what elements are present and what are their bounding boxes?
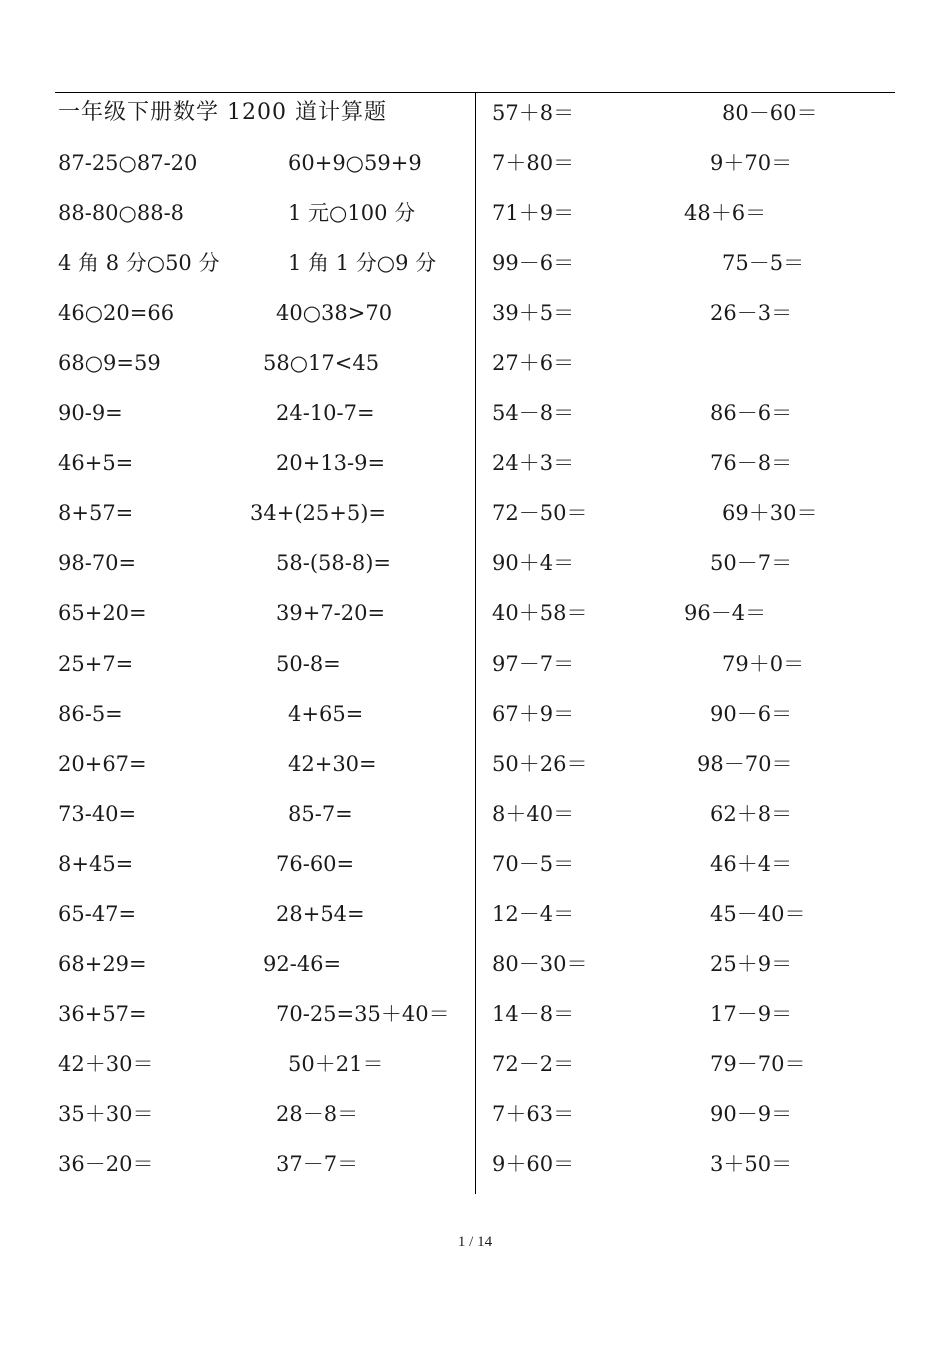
problem-row — [492, 739, 892, 789]
problem: 35＋30＝ — [58, 1101, 154, 1126]
problem: 69＋30＝ — [722, 501, 818, 526]
problem: 50＋26＝ — [492, 751, 588, 776]
problem: 79－70＝ — [710, 1051, 806, 1076]
problem: 92-46= — [263, 951, 342, 976]
problem: 8＋40＝ — [492, 801, 575, 826]
problem: 7＋80＝ — [492, 151, 575, 176]
problem: 98－70＝ — [697, 751, 793, 776]
problem: 54－8＝ — [492, 401, 575, 426]
problem: 86－6＝ — [710, 401, 793, 426]
problem-row — [58, 1139, 468, 1189]
problem: 46+5= — [58, 451, 134, 476]
problem-row — [492, 338, 892, 388]
problem: 73-40= — [58, 801, 137, 826]
problem-row — [58, 839, 468, 889]
problem: 4+65= — [288, 701, 364, 726]
problem-row — [492, 538, 892, 588]
title-row — [58, 88, 468, 138]
problem: 72－2＝ — [492, 1051, 575, 1076]
problem: 88-80○88-8 — [58, 201, 185, 226]
problem-row — [492, 588, 892, 638]
problem-row — [58, 939, 468, 989]
problem: 28+54= — [276, 901, 365, 926]
problem: 39+7-20= — [276, 601, 386, 626]
problem: 86-5= — [58, 701, 123, 726]
problem: 36+57= — [58, 1001, 147, 1026]
problem: 85-7= — [288, 801, 353, 826]
problem: 58○17<45 — [263, 351, 380, 376]
problem: 14－8＝ — [492, 1001, 575, 1026]
problem-row — [492, 839, 892, 889]
problem: 80－30＝ — [492, 951, 588, 976]
problem: 71＋9＝ — [492, 201, 575, 226]
problem-row — [492, 689, 892, 739]
problem: 42＋30＝ — [58, 1051, 154, 1076]
problem: 17－9＝ — [710, 1001, 793, 1026]
problem: 87-25○87-20 — [58, 151, 198, 176]
problem: 1 元○100 分 — [288, 201, 416, 226]
problem-row — [492, 88, 892, 138]
problem-row — [58, 338, 468, 388]
problem: 98-70= — [58, 551, 137, 576]
problem: 90－9＝ — [710, 1101, 793, 1126]
problem: 90-9= — [58, 401, 123, 426]
page-title: 一年级下册数学 1200 道计算题 — [58, 100, 387, 125]
problem: 7＋63＝ — [492, 1101, 575, 1126]
problem-row — [492, 438, 892, 488]
problem-row — [492, 488, 892, 538]
problem: 28－8＝ — [276, 1101, 359, 1126]
problem-row — [492, 1089, 892, 1139]
problem: 46○20=66 — [58, 301, 175, 326]
problem: 25＋9＝ — [710, 951, 793, 976]
problem: 39＋5＝ — [492, 301, 575, 326]
problem: 25+7= — [58, 651, 134, 676]
problem: 1 角 1 分○9 分 — [288, 251, 437, 276]
problem: 4 角 8 分○50 分 — [58, 251, 220, 276]
problem: 42+30= — [288, 751, 377, 776]
problem: 79＋0＝ — [722, 651, 805, 676]
problem-row — [58, 739, 468, 789]
page-number: 1 / 14 — [457, 1234, 493, 1250]
problem: 90＋4＝ — [492, 551, 575, 576]
problem: 97－7＝ — [492, 651, 575, 676]
problem-row — [58, 488, 468, 538]
problem: 67＋9＝ — [492, 701, 575, 726]
problem: 3＋50＝ — [710, 1151, 793, 1176]
problem: 24-10-7= — [276, 401, 375, 426]
problem-row — [492, 889, 892, 939]
problem: 75－5＝ — [722, 251, 805, 276]
problem-row — [492, 989, 892, 1039]
problem: 26－3＝ — [710, 301, 793, 326]
problem-row — [58, 789, 468, 839]
problem-row — [58, 889, 468, 939]
problem: 50-8= — [276, 651, 341, 676]
problem-row — [492, 288, 892, 338]
problem: 45－40＝ — [710, 901, 806, 926]
problem-row — [58, 588, 468, 638]
left-column — [58, 88, 468, 1189]
problem-row — [492, 1139, 892, 1189]
problem: 99－6＝ — [492, 251, 575, 276]
problem: 65-47= — [58, 901, 137, 926]
problem: 48＋6＝ — [684, 201, 767, 226]
problem: 65+20= — [58, 601, 147, 626]
problem-row — [58, 1089, 468, 1139]
problem-row — [58, 438, 468, 488]
problem: 80－60＝ — [722, 101, 818, 125]
problem: 50－7＝ — [710, 551, 793, 576]
problem: 70-25=35＋40＝ — [276, 1001, 450, 1026]
problem: 57＋8＝ — [492, 101, 575, 125]
problem: 8+57= — [58, 501, 134, 526]
problem: 68+29= — [58, 951, 147, 976]
problem: 20+13-9= — [276, 451, 386, 476]
problem-row — [58, 639, 468, 689]
problem: 58-(58-8)= — [276, 551, 391, 576]
problem: 90－6＝ — [710, 701, 793, 726]
problem-row — [492, 388, 892, 438]
problem-row — [492, 939, 892, 989]
problem: 8+45= — [58, 851, 134, 876]
problem: 50＋21＝ — [288, 1051, 384, 1076]
problem-row — [492, 188, 892, 238]
column-divider — [475, 92, 476, 1194]
problem: 62＋8＝ — [710, 801, 793, 826]
problem: 40○38>70 — [276, 301, 393, 326]
problem: 24＋3＝ — [492, 451, 575, 476]
problem: 37－7＝ — [276, 1151, 359, 1176]
problem-row — [58, 388, 468, 438]
problem: 9＋60＝ — [492, 1151, 575, 1176]
problem-row — [58, 188, 468, 238]
problem-row — [492, 1039, 892, 1089]
problem-row — [58, 238, 468, 288]
problem-row — [58, 138, 468, 188]
problem-row — [492, 789, 892, 839]
problem: 60+9○59+9 — [288, 151, 422, 176]
problem: 9＋70＝ — [710, 151, 793, 176]
problem: 34+(25+5)= — [250, 501, 386, 526]
problem: 27＋6＝ — [492, 351, 575, 376]
problem: 72－50＝ — [492, 501, 588, 526]
problem-row — [492, 238, 892, 288]
right-column — [492, 88, 892, 1189]
problem: 20+67= — [58, 751, 147, 776]
problem-row — [492, 138, 892, 188]
problem: 96－4＝ — [684, 601, 767, 626]
problem-row — [58, 989, 468, 1039]
problem: 68○9=59 — [58, 351, 161, 376]
problem-row — [58, 1039, 468, 1089]
problem: 36－20＝ — [58, 1151, 154, 1176]
problem-row — [58, 288, 468, 338]
problem-row — [492, 639, 892, 689]
problem: 46＋4＝ — [710, 851, 793, 876]
problem: 12－4＝ — [492, 901, 575, 926]
problem: 76-60= — [276, 851, 355, 876]
problem-row — [58, 689, 468, 739]
problem: 76－8＝ — [710, 451, 793, 476]
problem-row — [58, 538, 468, 588]
problem: 40＋58＝ — [492, 601, 588, 626]
problem: 70－5＝ — [492, 851, 575, 876]
